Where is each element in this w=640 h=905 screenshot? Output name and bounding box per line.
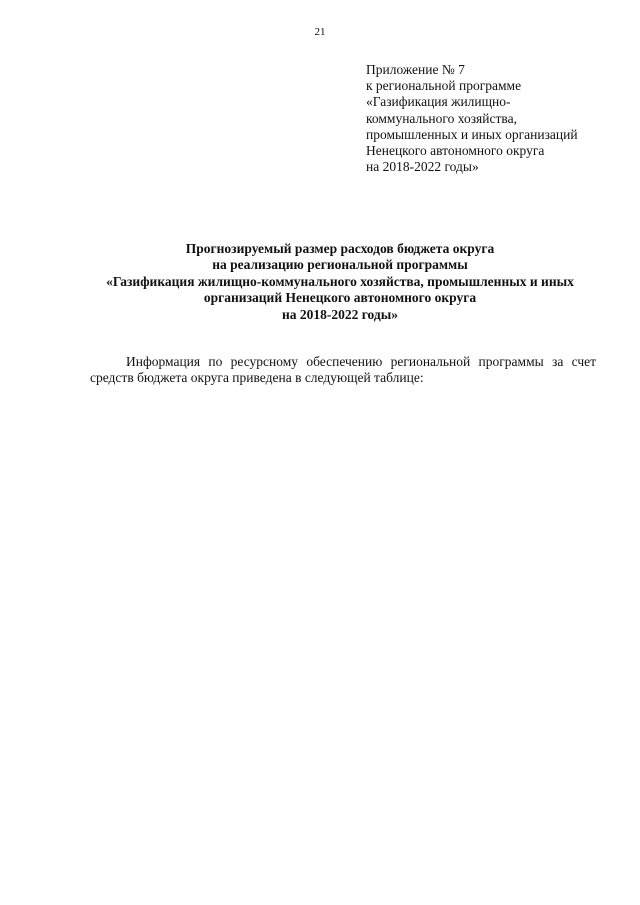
document-heading bbox=[40, 241, 640, 323]
appendix-line: Ненецкого автономного округа bbox=[366, 143, 545, 159]
body-line: средств бюджета округа приведена в следующей таблице: bbox=[90, 370, 424, 386]
heading-line: «Газификация жилищно-коммунального хозяйства, промышленных и иных bbox=[106, 273, 574, 289]
appendix-line: Приложение № 7 bbox=[366, 62, 465, 77]
heading-line: на реализацию региональной программы bbox=[212, 257, 468, 273]
page-number: 21 bbox=[314, 26, 326, 38]
heading-line: на 2018-2022 годы» bbox=[281, 306, 399, 322]
body-paragraph bbox=[90, 354, 596, 387]
heading-line: Прогнозируемый размер расходов бюджета округа bbox=[185, 241, 495, 256]
body-line: Информация по ресурсному обеспечению региональной программы за счет bbox=[126, 354, 596, 369]
appendix-line: к региональной программе bbox=[366, 78, 522, 94]
appendix-line: коммунального хозяйства, bbox=[366, 110, 517, 126]
appendix-line: промышленных и иных организаций bbox=[366, 126, 578, 142]
appendix-line: «Газификация жилищно- bbox=[366, 94, 511, 110]
appendix-block bbox=[366, 62, 636, 175]
heading-line: организаций Ненецкого автономного округа bbox=[203, 290, 477, 306]
appendix-line: на 2018-2022 годы» bbox=[366, 159, 479, 175]
